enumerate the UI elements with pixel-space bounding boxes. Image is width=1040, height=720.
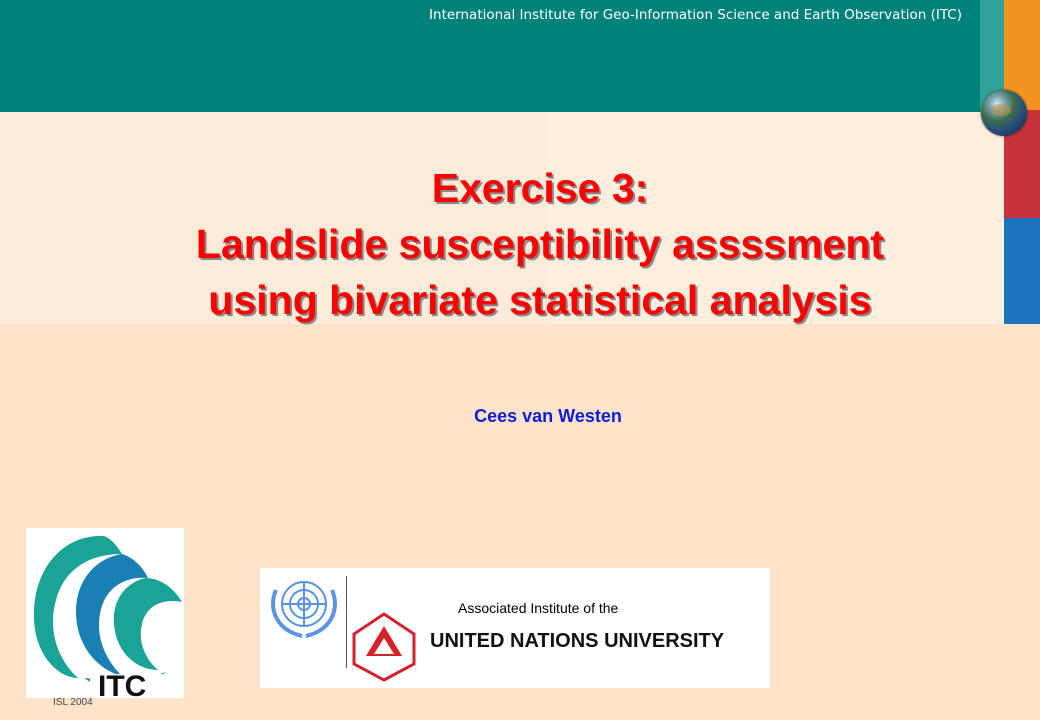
author-name: Cees van Westen [474, 406, 622, 426]
unu-logo-icon [352, 612, 416, 682]
itc-logo-graphic [26, 528, 184, 698]
itc-logo [26, 528, 184, 698]
title-line-2: Landslide susceptibility assssment [195, 221, 885, 267]
header-band [0, 0, 1004, 112]
unu-divider [346, 576, 347, 668]
title-line-3: using bivariate statistical analysis [208, 277, 872, 323]
unu-banner [260, 568, 770, 688]
itc-logo-text: ITC [98, 670, 147, 698]
globe-icon [981, 90, 1027, 136]
footer-label: ISL 2004 [53, 697, 93, 708]
institute-name: International Institute for Geo-Information Science and Earth Observation (ITC) [429, 7, 962, 23]
slide-title [0, 160, 1040, 328]
unu-name: UNITED NATIONS UNIVERSITY [430, 630, 725, 652]
unu-associated-text: Associated Institute of the [458, 600, 619, 616]
title-line-1: Exercise 3: [431, 165, 649, 211]
un-emblem-icon [262, 572, 352, 642]
